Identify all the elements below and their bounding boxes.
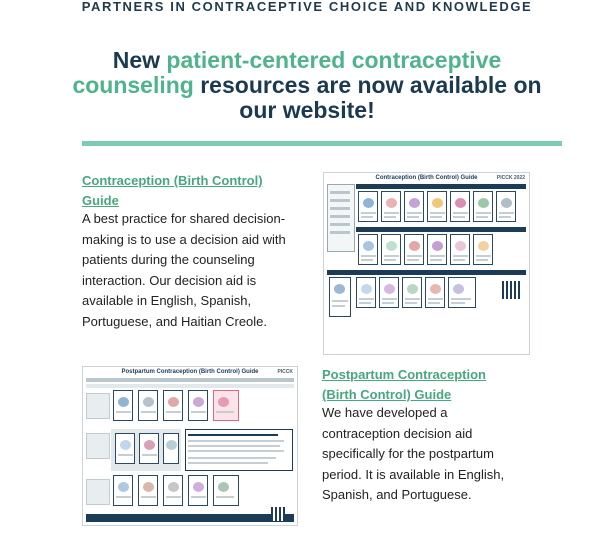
contraception-guide-image[interactable] (323, 172, 530, 355)
postpartum-guide-link[interactable]: Postpartum Contraception (Birth Control) Guide (322, 367, 486, 402)
org-name: PARTNERS IN CONTRACEPTIVE CHOICE AND KNOWLEDGE (81, 0, 533, 14)
postpartum-guide-description: We have developed a contraception decision aid specifically for the postpartum period. It is available in English, Spanish, and Portuguese. (322, 405, 505, 503)
guide-image-brand: PICCK 2022 (496, 175, 525, 181)
guide-row-band (356, 184, 526, 189)
announcement-headline (60, 48, 554, 123)
guide-key-box (327, 184, 355, 252)
postpartum-guide-image[interactable] (82, 366, 298, 526)
contraception-guide-link[interactable]: Contraception (Birth Control) Guide (82, 173, 263, 208)
guide-image-title: Contraception (Birth Control) Guide (375, 175, 478, 181)
headline-part-2: resources are now available on our website! (193, 72, 542, 123)
section-divider (82, 141, 562, 146)
contraception-guide-description: A best practice for shared decision-making is to use a decision aid with patients during the counseling interaction. Our decision aid is available in English, Spanish, Portuguese, and Haitian Creole. (82, 211, 286, 329)
qr-code-icon (271, 507, 285, 521)
postpartum-image-title: Postpartum Contraception (Birth Control) Guide (121, 369, 259, 375)
postpartum-image-brand: PICCK (277, 369, 293, 375)
headline-accent: patient-centered contraceptive counseling (72, 47, 502, 98)
headline-part-1: New (112, 47, 167, 73)
qr-code-icon (502, 281, 520, 299)
